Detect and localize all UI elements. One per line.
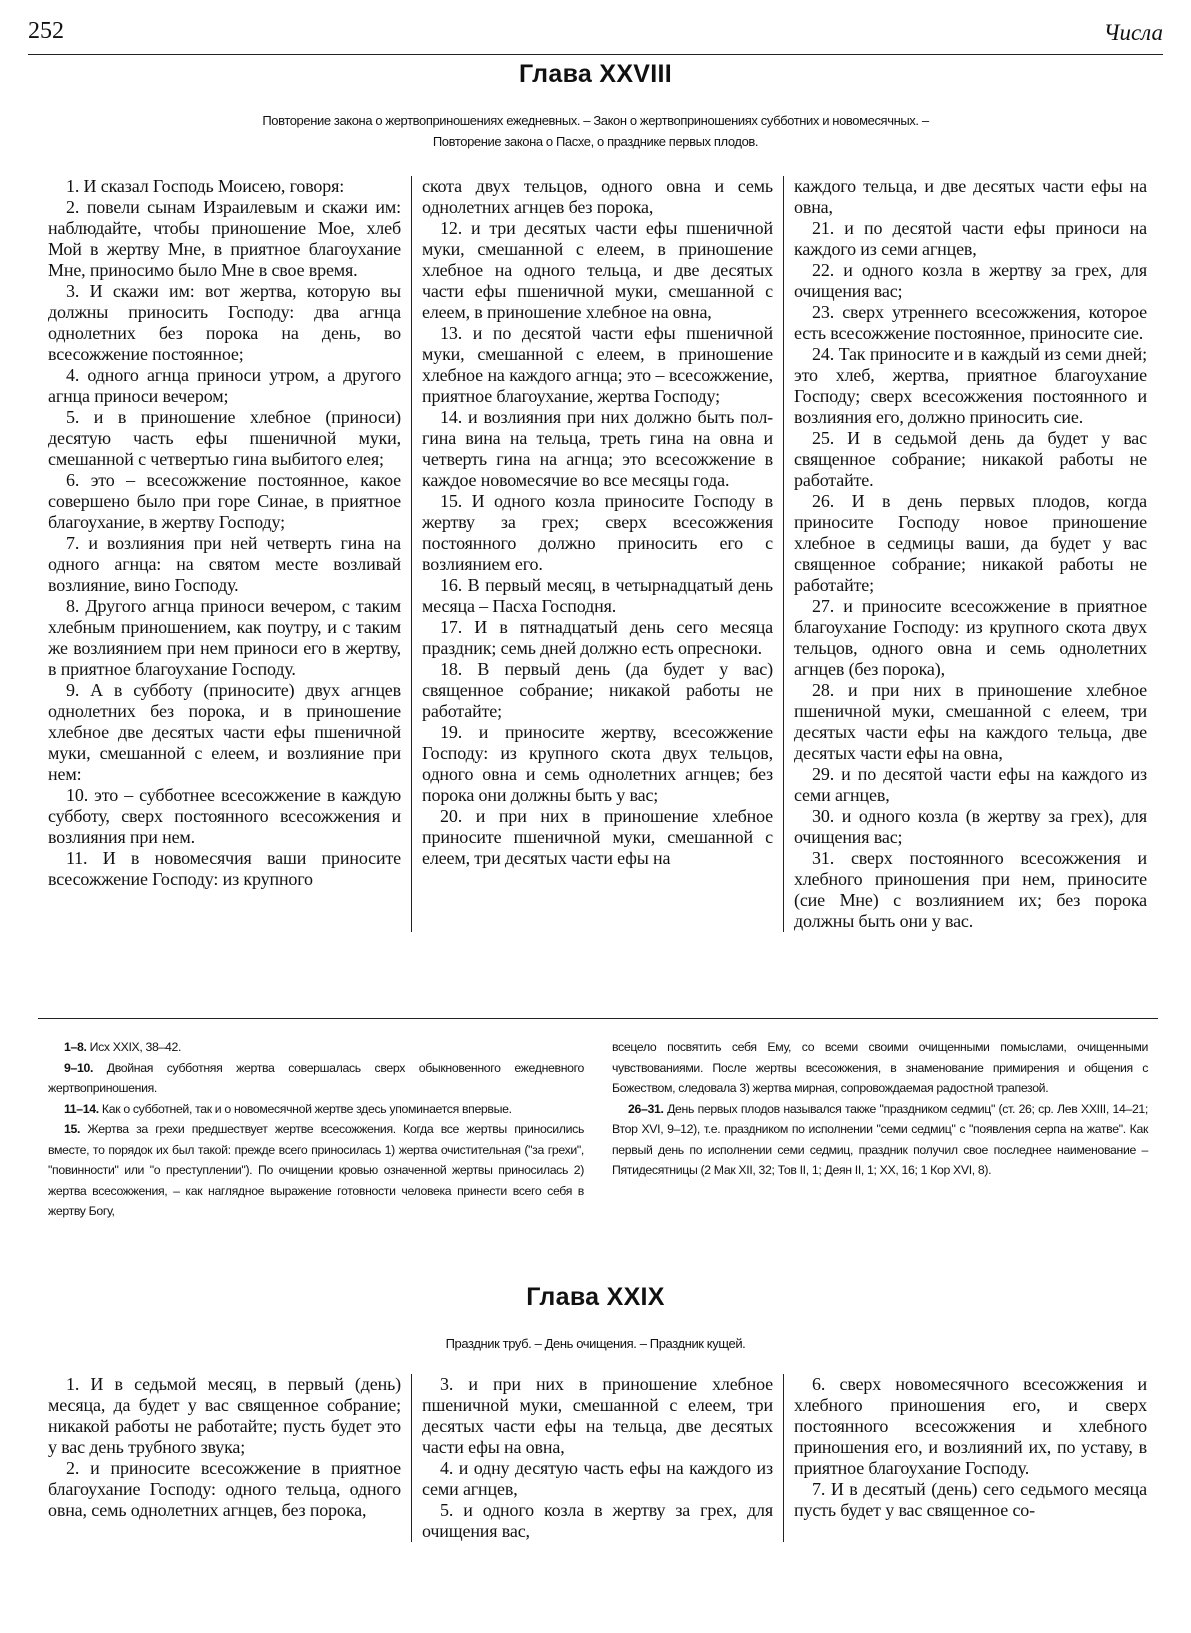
verse: 17. И в пятнадцатый день сего месяца праздник; семь дней должно есть опресноки. [422,617,773,658]
verse: 7. и возлияния при ней четверть гина на одного агнца: на святом месте возливай возлияние, вино Господу. [48,533,401,595]
footnote-text: Исх XXIX, 38–42. [89,1040,182,1054]
chapter-29-text [38,1374,1158,1542]
chapter-29-column-1 [38,1374,411,1542]
footnote [48,1058,584,1099]
verse: 10. это – субботнее всесожжение в каждую субботу, сверх постоянного всесожжения и возлияния при нем. [48,785,401,847]
verse: 6. это – всесожжение постоянное, какое совершено было при горе Синае, в приятное благоухание, в жертву Господу; [48,470,401,532]
verse: 1. И сказал Господь Моисею, говоря: [66,176,345,196]
verse: 22. и одного козла в жертву за грех, для очищения вас; [794,260,1147,301]
verse: 19. и приносите жертву, всесожжение Господу: из крупного скота двух тельцов, одного овна и семь однолетних агнцев; без порока они должны быть у вас; [422,722,773,805]
verse: 5. и одного козла в жертву за грех, для очищения вас, [422,1500,773,1541]
chapter-28-title: Глава XXVIII [518,60,673,88]
verse: 4. и одну десятую часть ефы на каждого из семи агнцев, [422,1458,773,1499]
footnote [48,1037,584,1058]
footnotes [48,1037,1148,1222]
footnote-ref: 11–14. [64,1101,99,1116]
chapter-28-column-2 [411,176,784,932]
verse: 15. И одного козла приносите Господу в жертву за грех; сверх всесожжения постоянного должно приносить его с возлиянием его. [422,491,773,574]
verse: 3. И скажи им: вот жертва, которую вы должны приносить Господу: два агнца однолетних без порока на день, во всесожжение постоянное; [48,281,401,364]
verse: 5. и в приношение хлебное (приноси) десятую часть ефы пшеничной муки, смешанной с четвертью гина выбитого елея; [48,407,401,469]
verse-continuation: скота двух тельцов, одного овна и семь однолетних агнцев без порока, [422,176,773,217]
verse: 20. и при них в приношение хлебное приносите пшеничной муки, смешанной с елеем, три десятых части ефы на [422,806,773,868]
verse-continuation: каждого тельца, и две десятых части ефы на овна, [794,176,1147,217]
footnote-text: Жертва за грехи предшествует жертве всесожжения. Когда все жертвы приносились вместе, то порядок их был такой: прежде всего приносилась 1) жертва очистительная ("за грехи", "повинности" или "о преступлении"). По очищении кровью означенной жертвы приносилась 2) жертва всесожжения, – как наглядное выражение готовности человека принести всего себя в жертву Богу, [48,1122,584,1218]
verse: 2. и приносите всесожжение в приятное благоухание Господу: одного тельца, одного овна, семь однолетних агнцев, без порока, [48,1458,401,1520]
verse: 8. Другого агнца приноси вечером, с таким хлебным приношением, как поутру, и с таким же возлиянием при нем приноси его в жертву, в приятное благоухание Господу. [48,596,401,679]
verse: 4. одного агнца приноси утром, а другого агнца приноси вечером; [48,365,401,406]
verse: 2. повели сынам Израилевым и скажи им: наблюдайте, чтобы приношение Мое, хлеб Мой в жертву Мне, в приятное благоухание Мне, приносимо было Мне в свое время. [48,197,401,280]
footnote [48,1119,584,1222]
footnote-ref: 15. [64,1122,81,1136]
chapter-29-column-3 [784,1374,1157,1542]
footnote-text: Двойная субботняя жертва совершалась сверх обыкновенного ежедневного жертвоприношения. [48,1060,584,1095]
footnote-divider [38,1018,1158,1019]
footnote-continuation: всецело посвятить себя Ему, со всеми своими очищенными помыслами, очищенными чувствованиями. После жертвы всесожжения, в знаменование примирения и общения с Божеством, следовала 3) жертва мирная, сопровождаемая радостной трапезой. [612,1040,1148,1095]
verse: 6. сверх новомесячного всесожжения и хлебного приношения его, и сверх постоянного всесожжения и хлебного приношения его, и возлияний их, по уставу, в приятное благоухание Господу. [794,1374,1147,1478]
chapter-28-summary-line-1: Повторение закона о жертвоприношениях ежедневных. – Закон о жертвоприношениях субботних и новомесячных. – [262,113,929,128]
footnotes-column-2 [612,1037,1148,1222]
verse: 21. и по десятой части ефы приноси на каждого из семи агнцев, [794,218,1147,259]
footnote-text: Как о субботней, так и о новомесячной жертве здесь упоминается впервые. [101,1101,512,1116]
footnote-ref: 9–10. [64,1060,94,1075]
verse: 25. И в седьмой день да будет у вас священное собрание; никакой работы не работайте. [794,428,1147,490]
page-number: 252 [28,18,64,44]
chapter-28-text [38,176,1158,932]
footnote-ref: 26–31. [628,1101,664,1116]
chapter-28-summary [120,110,1071,152]
chapter-29-summary: Праздник труб. – День очищения. – Праздник кущей. [445,1336,746,1351]
chapter-28-summary-line-2: Повторение закона о Пасхе, о празднике первых плодов. [432,134,759,149]
verse: 29. и по десятой части ефы на каждого из семи агнцев, [794,764,1147,805]
chapter-28-column-1 [38,176,411,932]
verse: 14. и возлияния при них должно быть пол-гина вина на тельца, треть гина на овна и четверть гина на агнца; это всесожжение в каждое новомесячие во все месяцы года. [422,407,773,490]
verse: 13. и по десятой части ефы пшеничной муки, смешанной с елеем, в приношение хлебное на каждого агнца; это – всесожжение, приятное благоухание, жертва Господу; [422,323,773,406]
verse: 26. И в день первых плодов, когда приносите Господу новое приношение хлебное в седмицы ваши, да будет у вас священное собрание; никакой работы не работайте; [794,491,1147,595]
chapter-29-column-2 [411,1374,784,1542]
footnote [48,1099,584,1120]
footnote-text: День первых плодов назывался также "праздником седмиц" (ст. 26; ср. Лев XXIII, 14–21; Втор XVI, 9–12), т.е. праздником по исполнении "семи седмиц" с "появления серпа на жатве". Как первый день по исполнении семи седмиц, праздник получил свое последнее наименование – Пятидесятницы (2 Мак XII, 32; Тов II, 1; Деян II, 1; XX, 16; 1 Кор XVI, 8). [612,1101,1148,1177]
verse: 1. И в седьмой месяц, в первый (день) месяца, да будет у вас священное собрание; никакой работы не работайте; пусть будет это у вас день трубного звука; [48,1374,401,1457]
verse: 18. В первый день (да будет у вас) священное собрание; никакой работы не работайте; [422,659,773,721]
verse: 7. И в десятый (день) сего седьмого месяца пусть будет у вас священное со- [794,1479,1147,1520]
verse: 11. И в новомесячия ваши приносите всесожжение Господу: из крупного [48,848,401,889]
verse: 28. и при них в приношение хлебное пшеничной муки, смешанной с елеем, три десятых части ефы на каждого тельца, две десятых части ефы на овна, [794,680,1147,763]
verse: 12. и три десятых части ефы пшеничной муки, смешанной с елеем, в приношение хлебное на одного тельца, и две десятых части ефы пшеничной муки, смешанной с елеем, в приношение хлебное на овна, [422,218,773,322]
footnote-ref: 1–8. [64,1040,87,1054]
verse: 31. сверх постоянного всесожжения и хлебного приношения при нем, приносите (сие Мне) с возлиянием их; без порока должны быть они у вас. [794,848,1147,931]
verse: 30. и одного козла (в жертву за грех), для очищения вас; [794,806,1147,847]
book-title: Числа [1103,20,1163,45]
verse: 3. и при них в приношение хлебное пшеничной муки, смешанной с елеем, три десятых части ефы на тельца, две десятых части ефы на овна, [422,1374,773,1457]
verse: 9. А в субботу (приносите) двух агнцев однолетних без порока, и в приношение хлебное две десятых части ефы пшеничной муки, смешанной с елеем, и возлияние при нем: [48,680,401,784]
footnotes-column-1 [48,1037,584,1222]
footnote [612,1099,1148,1181]
running-head [28,14,1163,55]
verse: 23. сверх утреннего всесожжения, которое есть всесожжение постоянное, приносите сие. [794,302,1147,343]
verse: 27. и приносите всесожжение в приятное благоухание Господу: из крупного скота двух тельцов, одного овна и семь однолетних агнцев (без порока), [794,596,1147,679]
verse: 16. В первый месяц, в четырнадцатый день месяца – Пасха Господня. [422,575,773,616]
chapter-28-column-3 [784,176,1157,932]
chapter-29-title: Глава XXIX [526,1283,665,1311]
verse: 24. Так приносите и в каждый из семи дней; это хлеб, жертва, приятное благоухание Господу; сверх всесожжения постоянного и возлияния его, должно приносить сие. [794,344,1147,427]
